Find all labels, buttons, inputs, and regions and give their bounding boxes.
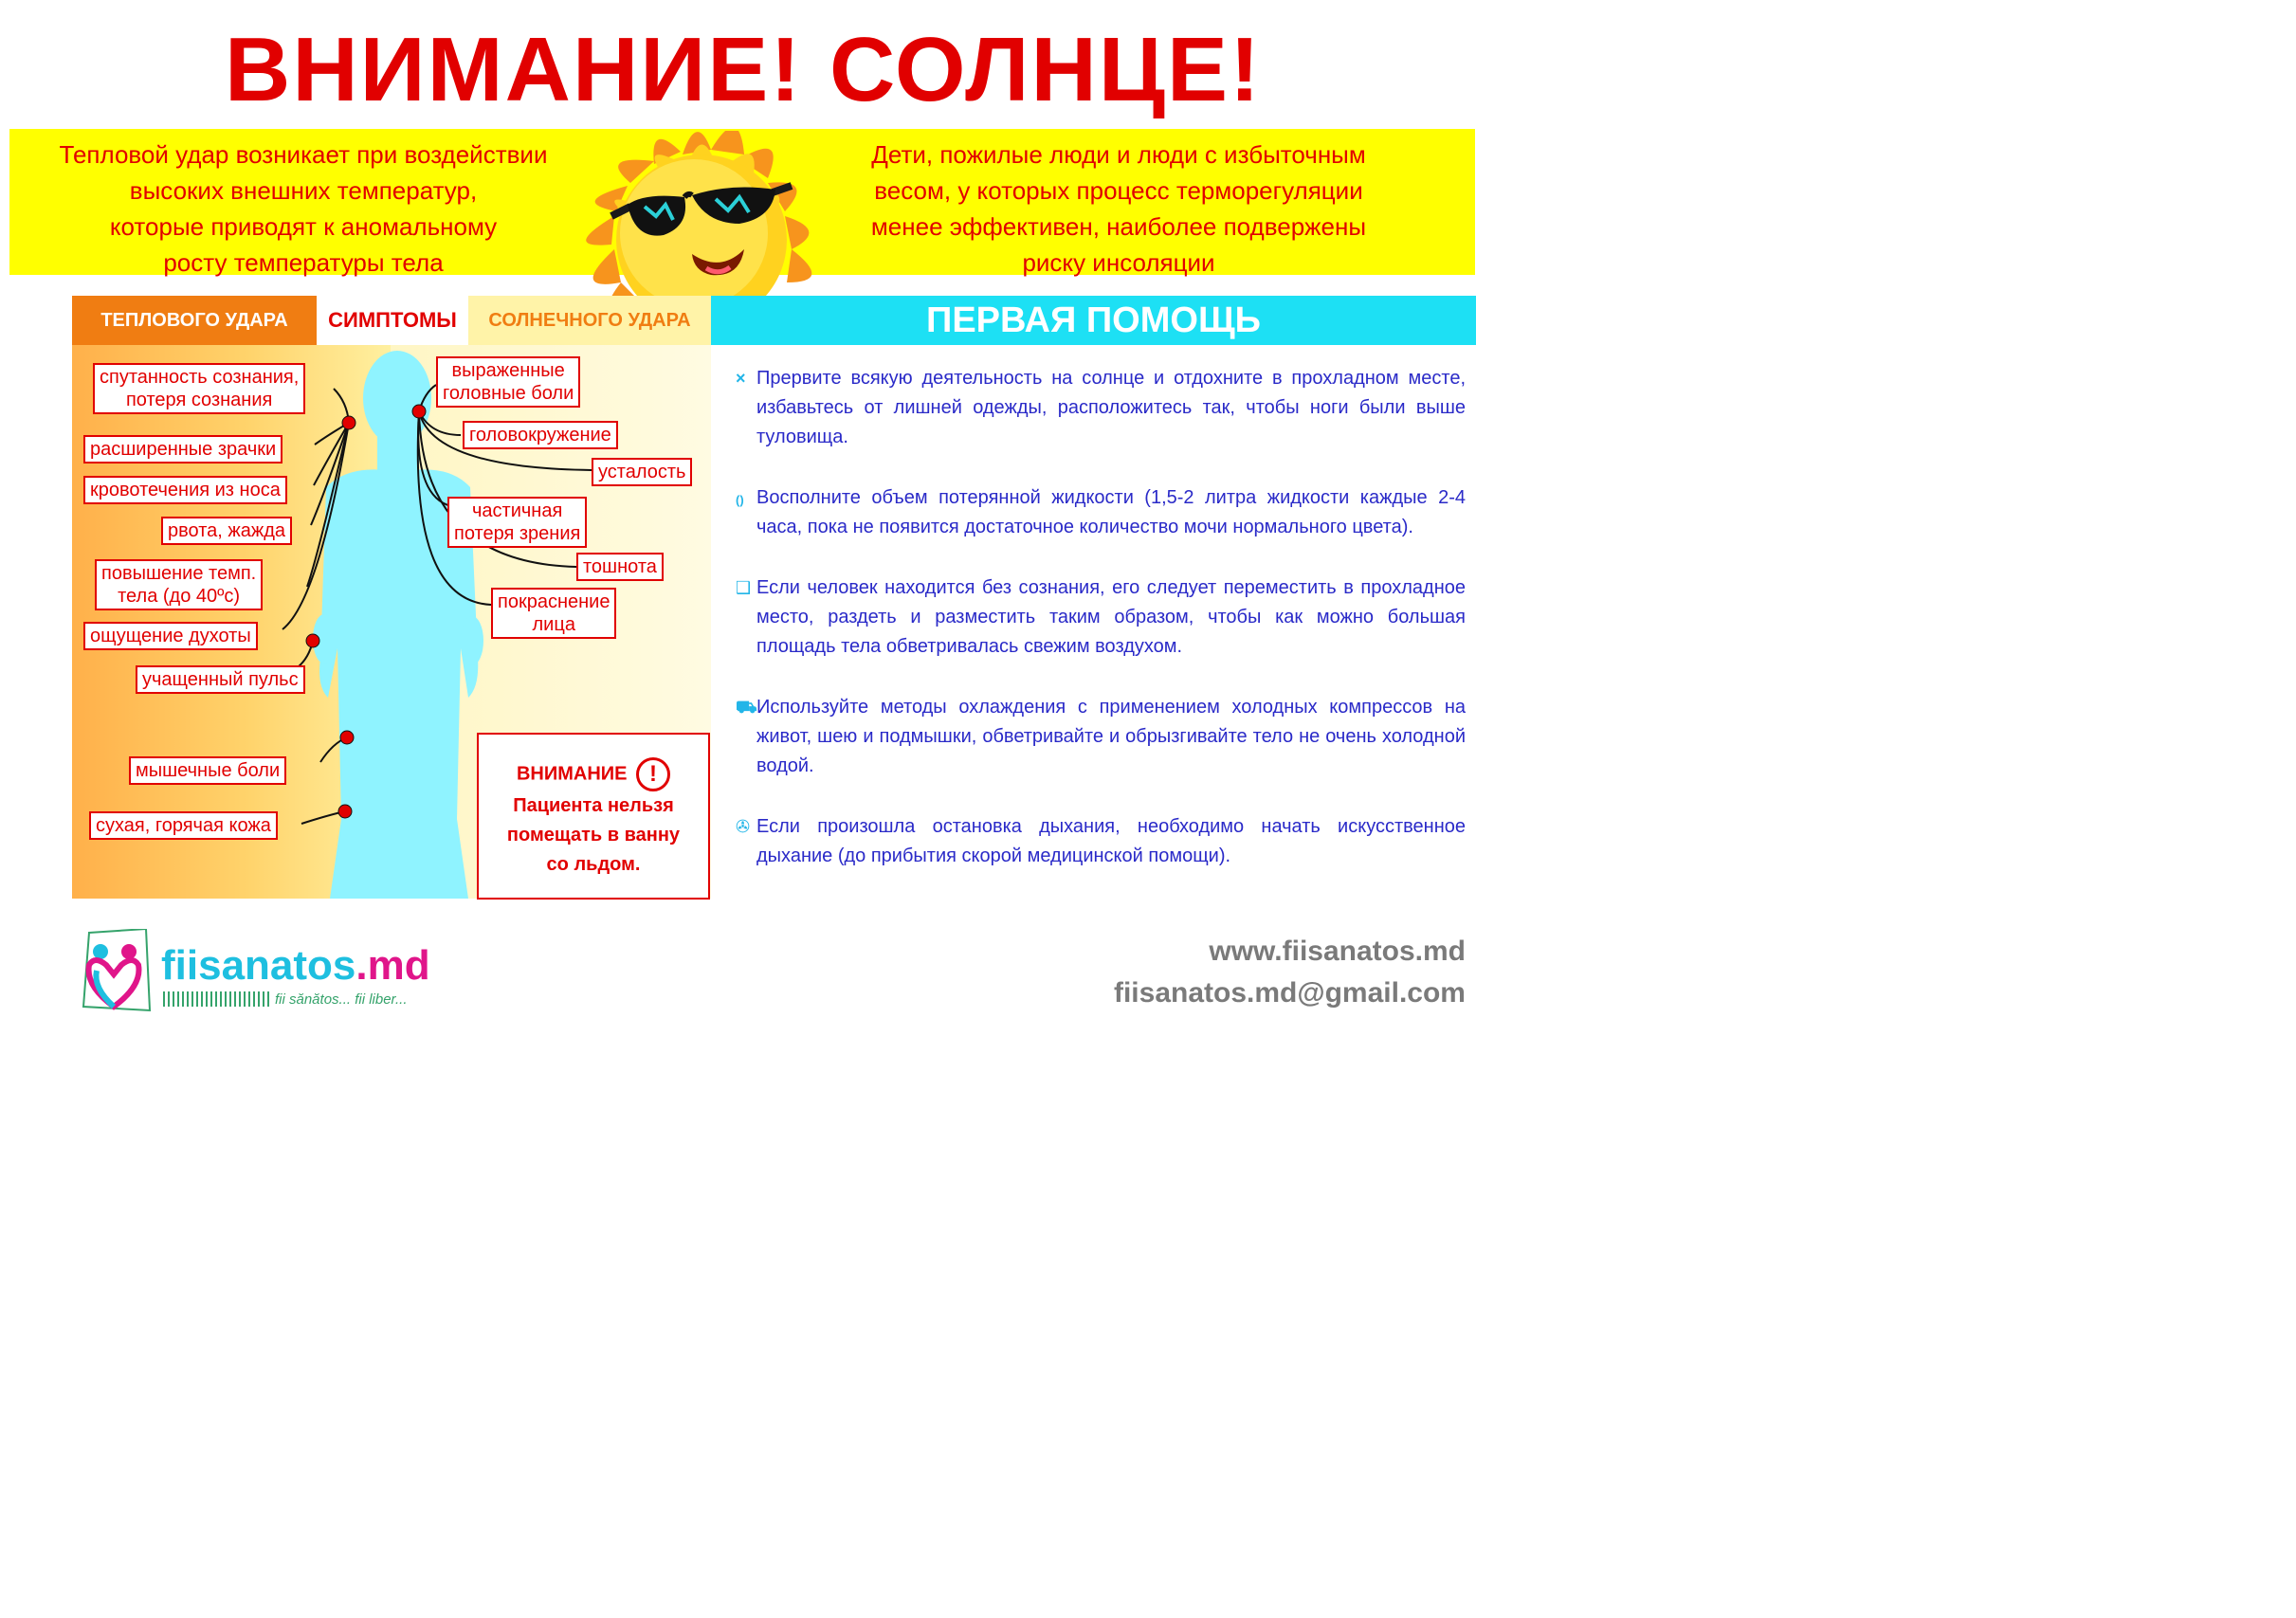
warning-heading: ВНИМАНИЕ: [516, 763, 628, 785]
exclamation-icon: [636, 757, 670, 791]
symptom-text: повышение темп. тела (до 40ºс): [101, 563, 257, 607]
symptom-text: рвота, жажда: [168, 520, 286, 541]
warning-box: [477, 733, 710, 900]
intro-left-text: [38, 136, 569, 281]
intro-right-line: риску инсоляции: [1022, 248, 1215, 277]
warning-heading-row: [479, 757, 708, 791]
symptom-text: мышечные боли: [136, 760, 281, 781]
first-aid-heading: ПЕРВАЯ ПОМОЩЬ: [711, 296, 1476, 345]
sun-mascot-icon: [540, 131, 853, 320]
sun-symptom-vision-loss: [447, 497, 587, 548]
heat-symptom-temperature: [95, 559, 263, 610]
symptom-text: сухая, горячая кожа: [96, 815, 271, 836]
symptom-text: частичная потеря зрения: [454, 500, 581, 544]
symptom-text: головокружение: [469, 425, 611, 445]
sun-symptom-nausea: [576, 553, 664, 581]
symptom-text: тошнота: [583, 556, 657, 577]
intro-left-line: которые приводят к аномальному: [109, 212, 498, 241]
tab-sunstroke: СОЛНЕЧНОГО УДАРА: [468, 296, 711, 345]
symptoms-heading: СИМПТОМЫ: [317, 296, 468, 345]
website-link[interactable]: www.fiisanatos.md: [1209, 936, 1466, 967]
email-link[interactable]: fiisanatos.md@gmail.com: [1113, 977, 1466, 1009]
first-aid-item: [736, 573, 1466, 662]
sun-symptom-fatigue: [592, 458, 692, 486]
tab-heatstroke: ТЕПЛОВОГО УДАРА: [72, 296, 317, 345]
first-aid-item: [736, 483, 1466, 542]
intro-right-line: Дети, пожилые люди и люди с избыточным: [871, 140, 1366, 169]
first-aid-item: [736, 693, 1466, 781]
page-title: ВНИМАНИЕ! СОЛНЦЕ!: [225, 19, 1262, 120]
logo-wordmark: [161, 942, 430, 990]
symptom-text: покраснение лица: [498, 591, 610, 635]
sun-symptom-dizziness: [463, 421, 618, 449]
warning-body: Пациента нельзя помещать в ванну со льдом.: [506, 795, 681, 875]
logo-domain: .md: [355, 942, 430, 989]
parentheses-bullet-icon: (): [736, 493, 744, 507]
first-aid-text: Прервите всякую деятельность на солнце и отдохните в прохладном месте, избавьтесь от лишней одежды, расположитесь так, чтобы ноги были выше туловища.: [756, 368, 1466, 447]
first-aid-item: [736, 812, 1466, 871]
cross-bullet-icon: ×: [736, 369, 746, 388]
symptom-text: спутанность сознания, потеря сознания: [100, 367, 300, 410]
intro-right-line: весом, у которых процесс терморегуляции: [874, 176, 1363, 205]
logo-bars-decoration: [163, 991, 271, 1007]
logo-name: fiisanatos: [161, 942, 356, 989]
heat-symptom-pulse: [136, 665, 305, 694]
symptom-text: усталость: [598, 462, 686, 482]
symptom-text: ощущение духоты: [90, 626, 251, 646]
first-aid-text: Восполните объем потерянной жидкости (1,5-2 литра жидкости каждые 2-4 часа, пока не появится достаточное количество мочи нормального цвета).: [756, 487, 1466, 537]
heat-symptom-vomiting: [161, 517, 292, 545]
first-aid-text: Если произошла остановка дыхания, необходимо начать искусственное дыхание (до прибытия скорой медицинской помощи).: [756, 816, 1466, 866]
sun-symptom-headache: [436, 356, 580, 408]
intro-right-text: [834, 136, 1403, 281]
logo-tagline: fii sănătos... fii liber...: [275, 991, 408, 1008]
heat-symptom-stuffiness: [83, 622, 258, 650]
square-bullet-icon: ❑: [736, 578, 752, 597]
intro-right-line: менее эффективен, наиболее подвержены: [870, 212, 1367, 241]
gear-bullet-icon: ✇: [736, 817, 751, 836]
intro-left-line: росту температуры тела: [163, 248, 444, 277]
symptom-text: выраженные головные боли: [443, 360, 574, 404]
intro-left-line: Тепловой удар возникает при воздействии: [59, 140, 548, 169]
symptom-text: расширенные зрачки: [90, 439, 277, 460]
truck-bullet-icon: ⛟: [736, 698, 757, 717]
first-aid-list: [736, 364, 1466, 902]
intro-left-line: высоких внешних температур,: [129, 176, 478, 205]
heat-symptom-dry-skin: [89, 811, 278, 840]
heat-symptom-nosebleed: [83, 476, 287, 504]
symptom-text: кровотечения из носа: [90, 480, 281, 500]
sun-symptom-redness: [491, 588, 616, 639]
exclamation-mark: !: [649, 761, 658, 787]
heat-symptom-muscle-pain: [129, 756, 286, 785]
first-aid-text: Если человек находится без сознания, его следует переместить в прохладное место, раздеть и разместить таким образом, чтобы как можно большая площадь тела обветривалась свежим воздухом.: [756, 577, 1466, 657]
heat-symptom-pupils: [83, 435, 282, 464]
symptom-text: учащенный пульс: [142, 669, 299, 690]
first-aid-item: [736, 364, 1466, 452]
first-aid-text: Используйте методы охлаждения с применением холодных компрессов на живот, шею и подмышки, обветривайте и обрызгивайте тело не очень холодной водой.: [756, 697, 1466, 776]
heat-symptom-confusion: [93, 363, 305, 414]
